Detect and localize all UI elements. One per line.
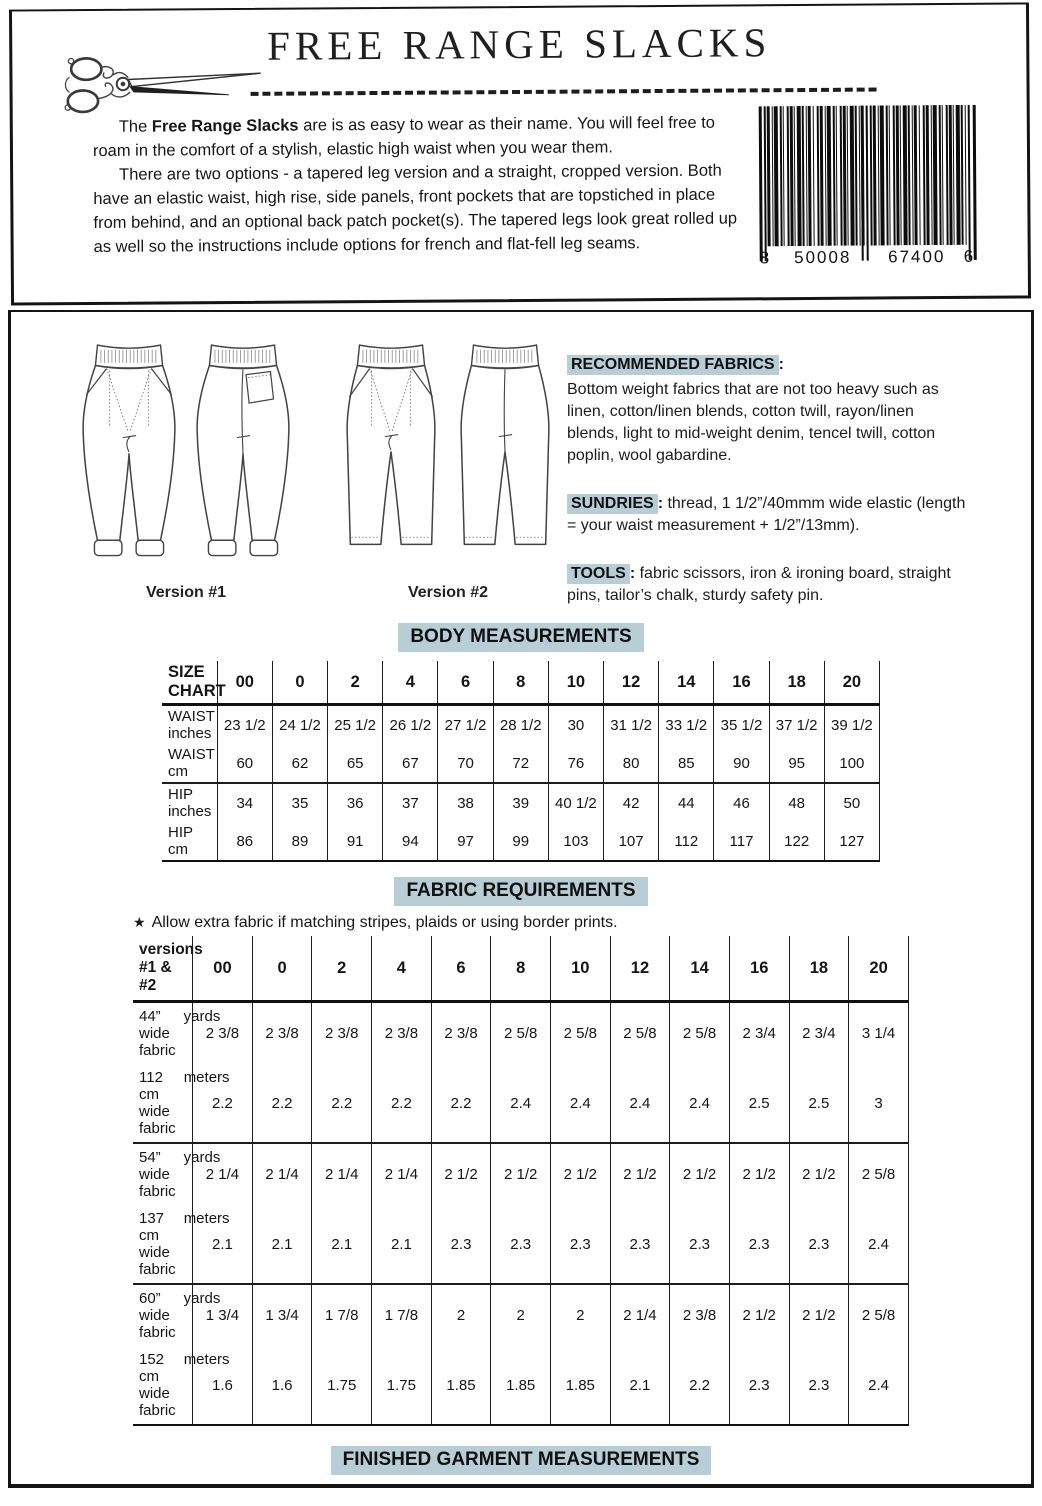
barcode-digit-group-2: 67400 (888, 247, 946, 267)
size-column-header: 6 (431, 936, 491, 1002)
fabric-requirements-heading: FABRIC REQUIREMENTS (394, 877, 647, 906)
size-column-header: 10 (548, 661, 603, 705)
tools-label: TOOLS (567, 564, 630, 584)
size-header-row (89, 1486, 953, 1489)
measurement-value: 2 1/4 (372, 1143, 432, 1205)
tools-block: TOOLS : fabric scissors, iron & ironing board, straight pins, tailor’s chalk, sturdy safety pin. (567, 565, 951, 604)
finished-measurements-section (11, 1446, 1031, 1488)
size-header-row (162, 661, 880, 705)
size-column-header (820, 1486, 886, 1489)
size-column-header (288, 1486, 354, 1489)
dashed-divider (251, 88, 877, 96)
fabric-note: ★ Allow extra fabric if matching stripes, plaids or using border prints. (133, 914, 618, 931)
tools-text: fabric scissors, iron & ironing board, straight pins, tailor’s chalk, sturdy safety pin. (567, 565, 951, 604)
table-row (133, 1143, 909, 1205)
measurement-group (162, 783, 880, 861)
measurement-value: 97 (438, 822, 493, 861)
description-paragraph-1: The Free Range Slacks are is as easy to wear as their name. You will feel free to roam in the comfort of a stylish, elastic high waist when you wear them. (92, 113, 716, 160)
measurement-value: 40 1/2 (548, 783, 603, 822)
measurement-value: 99 (493, 822, 548, 861)
size-column-header: 00 (193, 936, 253, 1002)
measurement-value: 2 3/8 (431, 1002, 491, 1065)
measurement-value: 2.3 (550, 1205, 610, 1284)
pants-v1-back-drawing (187, 338, 299, 582)
fabric_requirements-grid (133, 936, 909, 1426)
measurement-value: 1.85 (550, 1346, 610, 1425)
measurement-value: 2 1/2 (789, 1284, 849, 1346)
measurement-value: 2 1/2 (491, 1143, 551, 1205)
table-row (133, 1205, 909, 1284)
pants-v1-front-drawing (73, 338, 185, 582)
size-column-header: 8 (493, 661, 548, 705)
measurement-value: 33 1/2 (659, 705, 714, 745)
measurement-value: 2 1/2 (610, 1143, 670, 1205)
size-column-header: 10 (550, 936, 610, 1002)
measurement-value: 90 (714, 744, 769, 783)
recommended-fabrics-label: RECOMMENDED FABRICS (567, 355, 779, 375)
measurement-group (133, 1284, 909, 1425)
table-row (162, 744, 880, 783)
table-row (133, 1346, 909, 1425)
measurement-value: 27 1/2 (438, 705, 493, 745)
measurement-value: 2 1/2 (550, 1143, 610, 1205)
measurement-value: 2.1 (610, 1346, 670, 1425)
measurement-value: 24 1/2 (272, 705, 327, 745)
measurement-value: 2.3 (729, 1205, 789, 1284)
measurement-value: 1.75 (312, 1346, 372, 1425)
measurement-value: 39 1/2 (824, 705, 879, 745)
row-label: WAIST inches (168, 708, 215, 742)
barcode-digit-suffix: 6 (963, 246, 974, 266)
finished-measurements-heading: FINISHED GARMENT MEASUREMENTS (331, 1446, 712, 1475)
measurement-value: 48 (769, 783, 824, 822)
measurement-value: 2.4 (849, 1346, 909, 1425)
body-measurements-heading: BODY MEASUREMENTS (398, 623, 643, 652)
size-column-header: 16 (729, 936, 789, 1002)
size-column-header: 8 (491, 936, 551, 1002)
measurement-value: 2 3/4 (729, 1002, 789, 1065)
body-measurements-table (162, 661, 880, 862)
size-column-header: 6 (438, 661, 493, 705)
table-row (162, 705, 880, 745)
measurement-value: 36 (328, 783, 383, 822)
row-label: 152 cm wide fabric meters (139, 1351, 230, 1419)
finished-measurements-table (89, 1485, 953, 1488)
measurement-value: 42 (604, 783, 659, 822)
header-panel (9, 2, 1031, 305)
measurement-value: 2 3/4 (789, 1002, 849, 1065)
measurement-value: 46 (714, 783, 769, 822)
measurement-value: 34 (217, 783, 272, 822)
measurement-value: 2.5 (729, 1064, 789, 1143)
measurement-value: 2.1 (252, 1205, 312, 1284)
measurement-value: 2.2 (372, 1064, 432, 1143)
barcode-bars (757, 105, 978, 265)
measurement-value: 65 (328, 744, 383, 783)
row-label: HIP cm (168, 824, 193, 858)
main-panel (8, 310, 1034, 1488)
page-title: FREE RANGE SLACKS (266, 19, 772, 69)
size-column-header: 12 (604, 661, 659, 705)
version1-drawings (73, 338, 299, 582)
measurement-value: 60 (217, 744, 272, 783)
pants-v2-front-drawing (335, 338, 447, 582)
measurement-value: 2 1/2 (729, 1284, 789, 1346)
size-column-header: 14 (670, 936, 730, 1002)
measurement-value: 2 1/2 (431, 1143, 491, 1205)
measurement-value: 2 1/4 (312, 1143, 372, 1205)
size-column-header: 20 (849, 936, 909, 1002)
barcode-digits (758, 247, 982, 269)
size-column-header (620, 1486, 686, 1489)
measurement-value: 2.2 (431, 1064, 491, 1143)
measurement-value: 2.3 (670, 1205, 730, 1284)
row-label: HIP inches (168, 786, 212, 820)
measurement-value: 2 5/8 (550, 1002, 610, 1065)
size-column-header (421, 1486, 487, 1489)
measurement-value: 2.3 (789, 1205, 849, 1284)
pattern-name-bold: Free Range Slacks (151, 116, 299, 136)
measurement-value: 2.2 (670, 1346, 730, 1425)
measurement-value: 95 (769, 744, 824, 783)
drawings-and-info-row (11, 338, 1031, 607)
size-column-header (155, 1486, 221, 1489)
size-column-header (687, 1486, 753, 1489)
size-column-header: 4 (383, 661, 438, 705)
size-column-header: 18 (769, 661, 824, 705)
measurement-value: 2.4 (491, 1064, 551, 1143)
measurement-value: 122 (769, 822, 824, 861)
table-corner-label: SIZE CHART (168, 663, 226, 700)
measurement-value: 2.3 (789, 1346, 849, 1425)
description-paragraph-2: There are two options - a tapered leg version and a straight, cropped version. Both have an elastic waist, high rise, side panels, front pockets that are topstiched in place from behind, and an optional back patch pocket(s). The tapered legs look great rolled up as well so the instructions include options for french and flat-fell leg seams. (93, 161, 738, 256)
version1-label: Version #1 (145, 584, 227, 601)
measurement-value: 107 (604, 822, 659, 861)
measurement-value: 37 1/2 (769, 705, 824, 745)
measurement-value: 2 3/8 (312, 1002, 372, 1065)
measurement-value: 3 (849, 1064, 909, 1143)
measurement-value: 23 1/2 (217, 705, 272, 745)
measurement-value: 94 (383, 822, 438, 861)
measurement-value: 1 7/8 (312, 1284, 372, 1346)
row-label: 60” wide fabric yards (139, 1290, 221, 1341)
measurement-value: 103 (548, 822, 603, 861)
table-row (133, 1002, 909, 1065)
measurement-value: 35 (272, 783, 327, 822)
pants-v2-back-drawing (449, 338, 561, 582)
measurement-value: 31 1/2 (604, 705, 659, 745)
measurement-value: 2.3 (610, 1205, 670, 1284)
measurement-value: 70 (438, 744, 493, 783)
row-label: 44” wide fabric yards (139, 1008, 221, 1059)
measurement-value: 2 5/8 (849, 1143, 909, 1205)
measurement-value: 2 (550, 1284, 610, 1346)
measurement-group (133, 1143, 909, 1284)
recommended-fabrics-block: RECOMMENDED FABRICS : Bottom weight fabrics that are not too heavy such as linen, cotton/linen blends, cotton twill, rayon/linen blends, light to mid-weight denim, tencel twill, cotton poplin, wool gabardine. (567, 354, 969, 467)
measurement-value: 2 1/2 (789, 1143, 849, 1205)
measurement-value: 1 3/4 (252, 1284, 312, 1346)
measurement-value: 1.6 (252, 1346, 312, 1425)
measurement-value: 89 (272, 822, 327, 861)
measurement-value: 2 (491, 1284, 551, 1346)
measurement-value: 112 (659, 822, 714, 861)
size-column-header (355, 1486, 421, 1489)
size-column-header: 16 (714, 661, 769, 705)
row-label: 137 cm wide fabric meters (139, 1210, 230, 1278)
star-icon: ★ (133, 914, 146, 930)
measurement-value: 2.3 (431, 1205, 491, 1284)
measurement-value: 2 3/8 (193, 1002, 253, 1065)
measurement-value: 2 5/8 (491, 1002, 551, 1065)
measurement-value: 2 5/8 (610, 1002, 670, 1065)
size-column-header: 0 (252, 936, 312, 1002)
sundries-label: SUNDRIES (567, 494, 658, 514)
measurement-value: 39 (493, 783, 548, 822)
size-column-header: 18 (789, 936, 849, 1002)
measurement-value: 1.75 (372, 1346, 432, 1425)
measurement-value: 37 (383, 783, 438, 822)
measurement-value: 2.1 (372, 1205, 432, 1284)
barcode-digit-prefix: 8 (759, 248, 770, 268)
measurement-value: 72 (493, 744, 548, 783)
measurement-value: 26 1/2 (383, 705, 438, 745)
pattern-envelope-back (0, 6, 1042, 1506)
measurement-value: 2.4 (550, 1064, 610, 1143)
measurement-value: 1 3/4 (193, 1284, 253, 1346)
table-corner-label (89, 1486, 155, 1489)
table-corner-label: versions #1 & #2 (139, 941, 203, 994)
measurement-value: 91 (328, 822, 383, 861)
measurement-value: 1 7/8 (372, 1284, 432, 1346)
measurement-value: 76 (548, 744, 603, 783)
measurement-value: 62 (272, 744, 327, 783)
technical-drawings (73, 338, 565, 607)
measurement-value: 44 (659, 783, 714, 822)
measurement-value: 25 1/2 (328, 705, 383, 745)
measurement-value: 100 (824, 744, 879, 783)
measurement-value: 2.3 (729, 1346, 789, 1425)
measurement-value: 85 (659, 744, 714, 783)
size-column-header: 12 (610, 936, 670, 1002)
measurement-value: 3 1/4 (849, 1002, 909, 1065)
info-column (567, 338, 969, 607)
measurement-value: 2.1 (193, 1205, 253, 1284)
size-column-header: 2 (312, 936, 372, 1002)
version2-label: Version #2 (407, 584, 489, 601)
measurement-value: 1.6 (193, 1346, 253, 1425)
measurement-value: 1.85 (431, 1346, 491, 1425)
measurement-value: 2 1/2 (729, 1143, 789, 1205)
measurement-value: 2 1/4 (252, 1143, 312, 1205)
row-label: WAIST cm (168, 746, 215, 780)
measurement-value: 38 (438, 783, 493, 822)
recommended-fabrics-text: Bottom weight fabrics that are not too heavy such as linen, cotton/linen blends, cotton twill, rayon/linen blends, light to mid-weight denim, tencel twill, cotton poplin, wool gabardine. (567, 381, 939, 464)
fabric-requirements-section (11, 877, 1031, 1426)
measurement-value: 2 3/8 (670, 1284, 730, 1346)
measurement-value: 28 1/2 (493, 705, 548, 745)
measurement-value: 2.2 (312, 1064, 372, 1143)
measurement-value: 127 (824, 822, 879, 861)
measurement-value: 2.4 (670, 1064, 730, 1143)
measurement-value: 2 3/8 (372, 1002, 432, 1065)
size-column-header: 00 (217, 661, 272, 705)
sundries-text: thread, 1 1/2”/40mmm wide elastic (length = your waist measurement + 1/2”/13mm). (567, 495, 966, 534)
size-column-header: 2 (328, 661, 383, 705)
measurement-value: 2.4 (610, 1064, 670, 1143)
fabric-requirements-table (133, 936, 909, 1426)
table-row (133, 1284, 909, 1346)
pattern-description (93, 110, 752, 259)
measurement-value: 35 1/2 (714, 705, 769, 745)
barcode-digit-group-1: 50008 (794, 247, 852, 268)
finished_measurements-grid (89, 1485, 953, 1488)
row-label: 54” wide fabric yards (139, 1149, 221, 1200)
measurement-value: 86 (217, 822, 272, 861)
table-row (162, 822, 880, 861)
size-column-header: 20 (824, 661, 879, 705)
measurement-value: 1.85 (491, 1346, 551, 1425)
measurement-value: 2 5/8 (849, 1284, 909, 1346)
size-column-header: 0 (272, 661, 327, 705)
measurement-value: 2.2 (252, 1064, 312, 1143)
body-measurements-section (11, 623, 1031, 862)
size-column-header: 4 (372, 936, 432, 1002)
measurement-value: 2 1/2 (670, 1143, 730, 1205)
measurement-value: 2 (431, 1284, 491, 1346)
measurement-value: 2.5 (789, 1064, 849, 1143)
table-row (162, 783, 880, 822)
measurement-value: 117 (714, 822, 769, 861)
measurement-value: 2.4 (849, 1205, 909, 1284)
measurement-group (133, 1002, 909, 1144)
size-column-header (753, 1486, 819, 1489)
size-column-header (222, 1486, 288, 1489)
barcode (757, 105, 982, 269)
measurement-value: 2 5/8 (670, 1002, 730, 1065)
size-column-header (886, 1486, 952, 1489)
measurement-value: 2 3/8 (252, 1002, 312, 1065)
measurement-value: 80 (604, 744, 659, 783)
size-column-header (488, 1486, 554, 1489)
measurement-value: 67 (383, 744, 438, 783)
measurement-value: 30 (548, 705, 603, 745)
table-row (133, 1064, 909, 1143)
version2-drawings (335, 338, 561, 582)
size-column-header: 14 (659, 661, 714, 705)
measurement-value: 2 1/4 (610, 1284, 670, 1346)
body_measurements-grid (162, 661, 880, 862)
measurement-value: 2.3 (491, 1205, 551, 1284)
measurement-value: 2.1 (312, 1205, 372, 1284)
row-label: 112 cm wide fabric meters (139, 1069, 230, 1137)
measurement-value: 2.2 (193, 1064, 253, 1143)
size-column-header (554, 1486, 620, 1489)
sundries-block: SUNDRIES : thread, 1 1/2”/40mmm wide elastic (length = your waist measurement + 1/2”/13mm). (567, 495, 966, 534)
size-header-row (133, 936, 909, 1002)
measurement-group (162, 705, 880, 784)
measurement-value: 50 (824, 783, 879, 822)
measurement-value: 2 1/4 (193, 1143, 253, 1205)
